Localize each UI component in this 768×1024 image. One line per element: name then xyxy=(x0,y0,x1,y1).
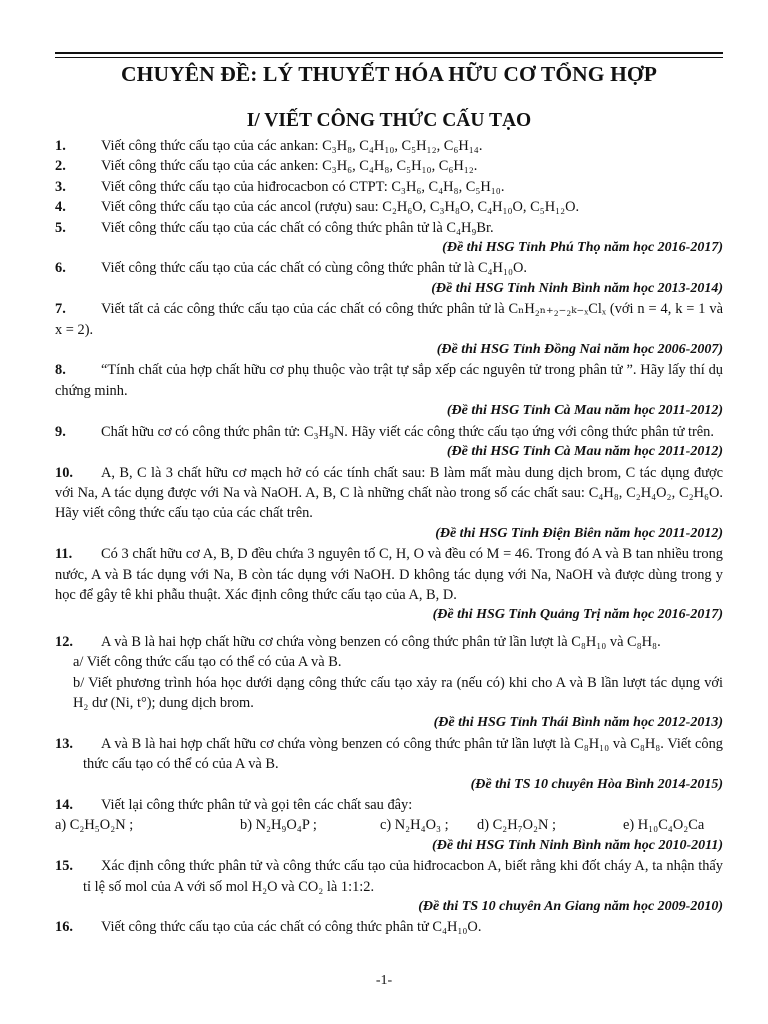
question-number: 9. xyxy=(55,423,66,440)
question-text: Viết công thức cấu tạo của các chất có công thức phân tử là C₄H₉Br. xyxy=(101,219,494,236)
header-rule-thick xyxy=(55,52,723,54)
question-text: Viết công thức cấu tạo của các anken: C₃H₆, C₄H₈, C₅H₁₀, C₆H₁₂. xyxy=(101,158,478,175)
question-text: A và B là hai hợp chất hữu cơ chứa vòng benzen có công thức phân tử lần lượt là C₈H₁₀ và C₈H₈. xyxy=(101,633,661,650)
question-7 xyxy=(55,299,723,360)
option-a: a) C₂H₅O₂N ; xyxy=(55,817,134,834)
option-row xyxy=(55,815,723,835)
question-number: 7. xyxy=(55,301,66,318)
question-12 xyxy=(55,632,723,734)
question-source: (Đề thi HSG Tỉnh Quảng Trị năm học 2016-2017) xyxy=(432,607,723,623)
question-text: Viết tất cả các công thức cấu tạo của các chất có công thức phân tử là CₙH₂ₙ₊₂₋₂ₖ₋ₓClₓ (với n = 4, k = 1 và x = 2). xyxy=(55,301,723,338)
question-3 xyxy=(55,177,723,197)
option-b: b) N₂H₉O₄P ; xyxy=(240,817,317,834)
question-number: 1. xyxy=(55,138,66,154)
question-number: 14. xyxy=(55,797,73,813)
question-15 xyxy=(55,856,723,917)
question-text: Viết lại công thức phân tử và gọi tên các chất sau đây: xyxy=(101,797,413,813)
question-source: (Đề thi HSG Tỉnh Cà Mau năm học 2011-2012) xyxy=(446,444,723,460)
page-number: -1- xyxy=(375,973,393,988)
question-source: (Đề thi HSG Tỉnh Đồng Nai năm học 2006-2007) xyxy=(436,342,723,358)
question-number: 2. xyxy=(55,158,66,175)
question-2 xyxy=(55,156,723,176)
question-text: A và B là hai hợp chất hữu cơ chứa vòng benzen có công thức phân tử lần lượt là C₈H₁₀ và C₈H₈. Viết công thức cấu tạo có thể có của A và B. xyxy=(83,735,723,773)
question-list xyxy=(55,136,723,938)
question-text: Viết công thức cấu tạo của hiđrocacbon có CTPT: C₃H₆, C₄H₈, C₅H₁₀. xyxy=(101,178,505,195)
question-11 xyxy=(55,544,723,626)
question-source: (Đề thi HSG Tỉnh Phú Thọ năm học 2016-2017) xyxy=(442,240,723,256)
option-e: e) H₁₀C₄O₂Ca xyxy=(623,817,705,834)
question-text: Viết công thức cấu tạo của các chất có cùng công thức phân tử là C₄H₁₀O. xyxy=(101,260,527,277)
question-source: (Đề thi HSG Tỉnh Điện Biên năm học 2011-2012) xyxy=(435,525,723,541)
question-number: 11. xyxy=(55,546,73,563)
document-title: CHUYÊN ĐỀ: LÝ THUYẾT HÓA HỮU CƠ TỔNG HỢP xyxy=(121,62,657,86)
question-text: Có 3 chất hữu cơ A, B, D đều chứa 3 nguyên tố C, H, O và đều có M = 46. Trong đó A và B tan nhiều trong nước, A và B tác dụng với Na, B còn tác dụng với NaOH. D không tác dụng với Na, NaOH và được dùng trong y học để gây tê khi phẫu thuật. Xác định công thức cấu tạo của A, B, D. xyxy=(55,546,723,603)
question-source: (Đề thi TS 10 chuyên An Giang năm học 2009-2010) xyxy=(418,899,723,915)
question-text: Viết công thức cấu tạo của các ankan: C₃H₈, C₄H₁₀, C₅H₁₂, C₆H₁₄. xyxy=(101,138,483,154)
question-14 xyxy=(55,795,723,856)
section-heading: I/ VIẾT CÔNG THỨC CẤU TẠO xyxy=(246,110,532,131)
question-number: 6. xyxy=(55,260,66,277)
question-8 xyxy=(55,360,723,421)
question-number: 10. xyxy=(55,464,73,481)
question-source: (Đề thi HSG Tỉnh Ninh Bình năm học 2013-2014) xyxy=(431,280,723,296)
question-text: “Tính chất của hợp chất hữu cơ phụ thuộc vào trật tự sắp xếp các nguyên tử trong phân tử ”. Hãy lấy thí dụ chứng minh. xyxy=(55,362,723,399)
question-number: 12. xyxy=(55,633,73,650)
question-number: 3. xyxy=(55,178,66,195)
question-number: 4. xyxy=(55,199,66,216)
question-text: Viết công thức cấu tạo của các ancol (rượu) sau: C₂H₆O, C₃H₈O, C₄H₁₀O, C₅H₁₂O. xyxy=(101,199,580,216)
question-text: Xác định công thức phân tử và công thức cấu tạo của hiđrocacbon A, biết rằng khi đốt cháy A, ta nhận thấy tỉ lệ số mol của A với số mol H₂O và CO₂ là 1:1:2. xyxy=(83,858,723,895)
question-number: 5. xyxy=(55,219,66,236)
question-10 xyxy=(55,463,723,545)
question-text: Chất hữu cơ có công thức phân tử: C₃H₉N. Hãy viết các công thức cấu tạo ứng với công thức phân tử trên. xyxy=(101,423,714,440)
question-4 xyxy=(55,197,723,217)
question-number: 13. xyxy=(55,735,73,752)
question-text: A, B, C là 3 chất hữu cơ mạch hở có các tính chất sau: B làm mất màu dung dịch brom, C tác dụng được với Na, A tác dụng được với Na và NaOH. A, B, C là những chất nào trong số các chất sau: C₄H₈, C₂H₄O₂, C₂H₆O. Hãy viết công thức cấu tạo của các chất trên. xyxy=(55,464,723,522)
question-part-b: b/ Viết phương trình hóa học dưới dạng công thức cấu tạo xảy ra (nếu có) khi cho A và B lần lượt tác dụng với H₂ dư (Ni, t°); dung dịch brom. xyxy=(73,674,723,711)
question-source: (Đề thi HSG Tỉnh Cà Mau năm học 2011-2012) xyxy=(446,403,723,419)
question-16 xyxy=(55,917,723,937)
option-d: d) C₂H₇O₂N ; xyxy=(477,817,557,834)
question-part-a: a/ Viết công thức cấu tạo có thể có của A và B. xyxy=(73,654,342,671)
option-c: c) N₂H₄O₃ ; xyxy=(380,817,449,834)
question-1 xyxy=(55,136,723,156)
question-6 xyxy=(55,258,723,299)
question-source: (Đề thi HSG Tỉnh Ninh Bình năm học 2010-2011) xyxy=(432,837,723,853)
question-number: 16. xyxy=(55,919,73,936)
header-rule-thin xyxy=(55,57,723,58)
question-5 xyxy=(55,218,723,259)
question-text: Viết công thức cấu tạo của các chất có công thức phân tử C₄H₁₀O. xyxy=(101,919,482,936)
question-9 xyxy=(55,422,723,463)
question-source: (Đề thi TS 10 chuyên Hòa Bình 2014-2015) xyxy=(470,776,723,792)
question-number: 15. xyxy=(55,858,73,875)
question-13 xyxy=(55,734,723,795)
question-number: 8. xyxy=(55,362,66,379)
question-source: (Đề thi HSG Tỉnh Thái Bình năm học 2012-2013) xyxy=(433,715,723,731)
